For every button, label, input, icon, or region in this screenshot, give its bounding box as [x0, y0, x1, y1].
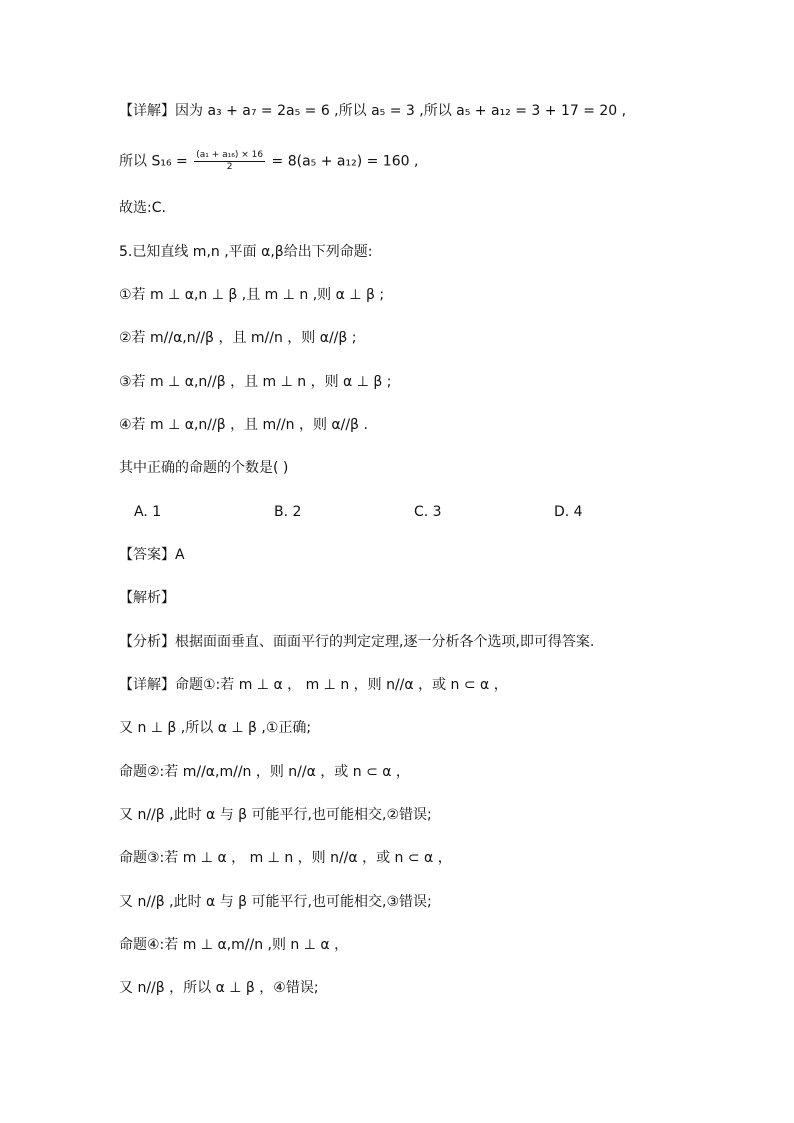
detail-line-8: 又 n//β ，所以 α ⊥ β ，④错误;: [119, 980, 319, 996]
fraction: [194, 150, 265, 173]
detail-line-2: 又 n ⊥ β ,所以 α ⊥ β ,①正确;: [119, 720, 312, 736]
analysis-header: 【解析】: [119, 590, 175, 606]
solution-line-1: 【详解】因为 a₃ + a₇ = 2a₅ = 6 ,所以 a₅ = 3 ,所以 a₅ + a₁₂ = 3 + 17 = 20 ,: [119, 103, 627, 119]
option-c: C. 3: [414, 504, 442, 520]
detail-line-4: 又 n//β ,此时 α 与 β 可能平行,也可能相交,②错误;: [119, 807, 432, 823]
proposition-1: ①若 m ⊥ α,n ⊥ β ,且 m ⊥ n ,则 α ⊥ β ;: [119, 287, 385, 303]
solution-line-2: [119, 150, 418, 173]
option-a: A. 1: [134, 504, 162, 520]
option-d: D. 4: [554, 504, 583, 520]
answer-choice-line: 故选:C.: [119, 200, 166, 216]
formula-prefix: 所以 S₁₆ =: [119, 153, 193, 170]
proposition-4: ④若 m ⊥ α,n//β ，且 m//n ，则 α//β .: [119, 417, 368, 433]
analysis-summary: 【分析】根据面面垂直、面面平行的判定定理,逐一分析各个选项,即可得答案.: [119, 634, 595, 650]
question-prompt: 其中正确的命题的个数是( ): [119, 460, 289, 476]
detail-line-7: 命题④:若 m ⊥ α,m//n ,则 n ⊥ α ，: [119, 937, 349, 953]
detail-line-5: 命题③:若 m ⊥ α ， m ⊥ n ，则 n//α ，或 n ⊂ α ，: [119, 850, 452, 866]
question-5-stem: 5.已知直线 m,n ,平面 α,β给出下列命题:: [119, 244, 373, 260]
answer-label: 【答案】A: [119, 547, 185, 563]
detail-line-1: 【详解】命题①:若 m ⊥ α ， m ⊥ n ，则 n//α ，或 n ⊂ α ，: [119, 677, 508, 693]
proposition-3: ③若 m ⊥ α,n//β ，且 m ⊥ n ，则 α ⊥ β ;: [119, 374, 392, 390]
formula-suffix: = 8(a₅ + a₁₂) = 160 ,: [267, 153, 419, 170]
fraction-numerator: (a₁ + a₁₆) × 16: [196, 150, 264, 160]
detail-line-6: 又 n//β ,此时 α 与 β 可能平行,也可能相交,③错误;: [119, 894, 432, 910]
fraction-denominator: 2: [226, 162, 233, 172]
option-b: B. 2: [274, 504, 302, 520]
detail-line-3: 命题②:若 m//α,m//n ，则 n//α ，或 n ⊂ α ，: [119, 764, 410, 780]
proposition-2: ②若 m//α,n//β ，且 m//n ，则 α//β ;: [119, 330, 357, 346]
